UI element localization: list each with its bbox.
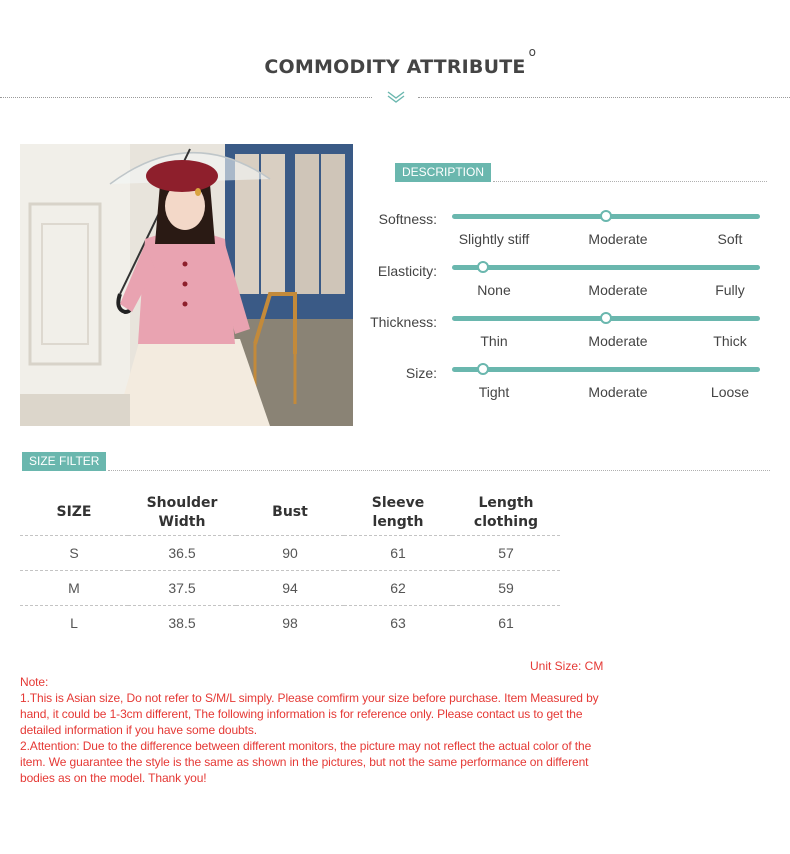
header-rule-right: [418, 97, 790, 98]
notes-title: Note:: [20, 675, 49, 689]
size-knob: [477, 363, 489, 375]
cell-length: 59: [452, 571, 560, 606]
cell-size: S: [20, 536, 128, 571]
cell-length: 57: [452, 536, 560, 571]
col-header-bust: Bust: [236, 490, 344, 536]
notes-line-2: 2.Attention: Due to the difference between different monitors, the picture may not reflect the actual color of the item. We guarantee the style is the same as shown in the pictures, but not the same performance on different bodies as on the model. Thank you!: [20, 739, 592, 785]
softness-knob: [600, 210, 612, 222]
chevron-down-icon: [386, 90, 406, 104]
size-filter-tag: SIZE FILTER: [22, 452, 106, 471]
size-table-header-row: [20, 490, 560, 536]
softness-option-high: Soft: [717, 231, 743, 247]
cell-sleeve: 63: [344, 606, 452, 641]
thickness-option-low: Thin: [480, 333, 508, 349]
cell-bust: 90: [236, 536, 344, 571]
col-header-shoulder-width: Shoulder Width: [128, 490, 236, 536]
cell-size: M: [20, 571, 128, 606]
size-option-mid: Moderate: [588, 384, 648, 400]
page-title-text: COMMODITY ATTRIBUTE: [264, 56, 526, 78]
product-photo: [20, 144, 353, 426]
size-option-high: Loose: [710, 384, 750, 400]
thickness-label: Thickness:: [370, 314, 437, 330]
softness-option-mid: Moderate: [588, 231, 648, 247]
cell-shoulder: 38.5: [128, 606, 236, 641]
elasticity-knob: [477, 261, 489, 273]
size-filter-rule: [108, 470, 770, 471]
cell-shoulder: 37.5: [128, 571, 236, 606]
col-header-sleeve-length: Sleeve length: [344, 490, 452, 536]
elasticity-label: Elasticity:: [377, 263, 437, 279]
elasticity-option-mid: Moderate: [588, 282, 648, 298]
cell-sleeve: 61: [344, 536, 452, 571]
table-row: [20, 536, 560, 571]
description-tag: DESCRIPTION: [395, 163, 491, 182]
cell-sleeve: 62: [344, 571, 452, 606]
cell-length: 61: [452, 606, 560, 641]
size-bar: [452, 367, 760, 372]
thickness-option-high: Thick: [713, 333, 747, 349]
size-table: [20, 490, 560, 640]
elasticity-bar: [452, 265, 760, 270]
page-title: [0, 45, 790, 78]
notes-block: [20, 674, 605, 786]
notes-line-1: 1.This is Asian size, Do not refer to S/M/L simply. Please comfirm your size before purchase. Item Measured by hand, it could be 1-3cm different, The following information is for reference only. Please contact us to get the detailed information if you have some doubts.: [20, 691, 599, 737]
table-row: [20, 606, 560, 641]
header-rule-left: [0, 97, 372, 98]
softness-label: Softness:: [378, 211, 437, 227]
softness-option-low: Slightly stiff: [458, 231, 530, 247]
cell-bust: 98: [236, 606, 344, 641]
degree-mark: o: [528, 45, 537, 59]
thickness-option-mid: Moderate: [588, 333, 648, 349]
size-option-low: Tight: [478, 384, 510, 400]
thickness-bar: [452, 316, 760, 321]
cell-bust: 94: [236, 571, 344, 606]
size-label: Size:: [405, 365, 437, 381]
table-row: [20, 571, 560, 606]
thickness-knob: [600, 312, 612, 324]
description-rule: [493, 181, 767, 182]
cell-shoulder: 36.5: [128, 536, 236, 571]
elasticity-option-low: None: [477, 282, 511, 298]
col-header-length-clothing: Length clothing: [452, 490, 560, 536]
softness-bar: [452, 214, 760, 219]
col-header-size: SIZE: [20, 490, 128, 536]
unit-size-note: Unit Size: CM: [530, 659, 604, 673]
cell-size: L: [20, 606, 128, 641]
elasticity-option-high: Fully: [715, 282, 745, 298]
